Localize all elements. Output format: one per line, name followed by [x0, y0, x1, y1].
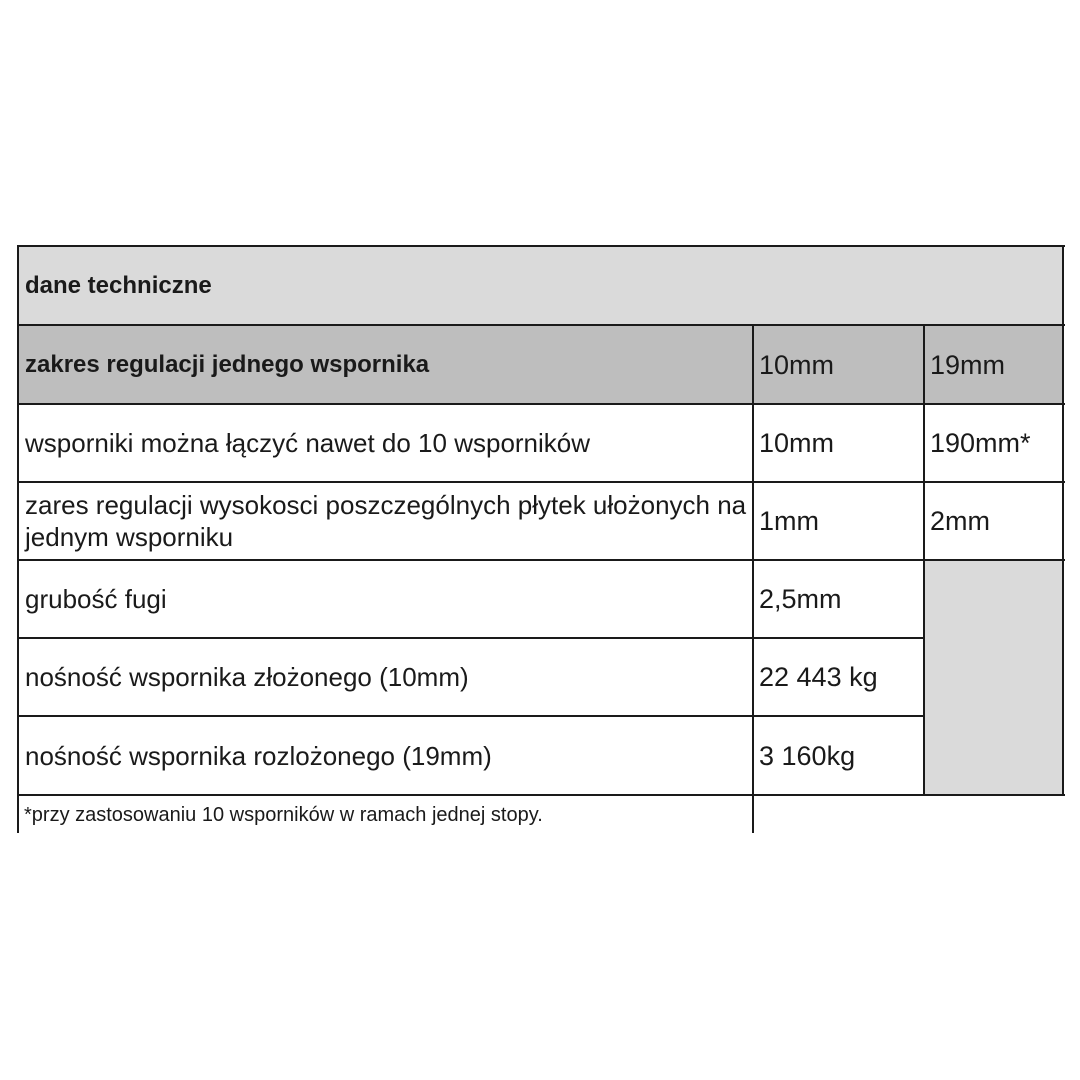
- grid-line: [17, 403, 1065, 405]
- row-label: zares regulacji wysokosci poszczególnych płytek ułożonych na jednym wsporniku: [25, 490, 747, 552]
- grid-line: [752, 324, 754, 833]
- row-value-10mm: 2,5mm: [759, 584, 842, 614]
- row-value-10mm: 1mm: [759, 506, 819, 536]
- grid-line: [17, 245, 19, 833]
- grid-line: [17, 715, 925, 717]
- header-col-10mm: 10mm: [759, 349, 835, 380]
- footnote: *przy zastosowaniu 10 wsporników w ramach jednej stopy.: [24, 804, 543, 826]
- grid-line: [17, 324, 1065, 326]
- grid-line: [17, 637, 925, 639]
- header-col-19mm: 19mm: [930, 349, 1006, 380]
- row-value-19mm: 190mm*: [930, 428, 1031, 458]
- grid-line: [17, 481, 1065, 483]
- grid-line: [1062, 245, 1064, 796]
- grid-line: [17, 559, 1065, 561]
- row-label: nośność wspornika złożonego (10mm): [25, 662, 469, 692]
- grid-line: [923, 324, 925, 796]
- row-value-10mm: 10mm: [759, 428, 835, 458]
- grid-line: [17, 245, 1065, 247]
- row-value-19mm: 2mm: [930, 506, 990, 536]
- row-label: nośność wspornika rozlożonego (19mm): [25, 740, 492, 771]
- empty-merged-cell: [924, 560, 1064, 795]
- row-label: grubość fugi: [25, 584, 167, 614]
- table-title: dane techniczne: [25, 271, 212, 299]
- row-value-10mm: 3 160kg: [759, 740, 856, 771]
- row-label: wsporniki można łączyć nawet do 10 wsporników: [25, 428, 591, 458]
- grid-line: [17, 794, 1065, 796]
- row-value-10mm: 22 443 kg: [759, 662, 878, 692]
- header-label: zakres regulacji jednego wspornika: [25, 350, 430, 378]
